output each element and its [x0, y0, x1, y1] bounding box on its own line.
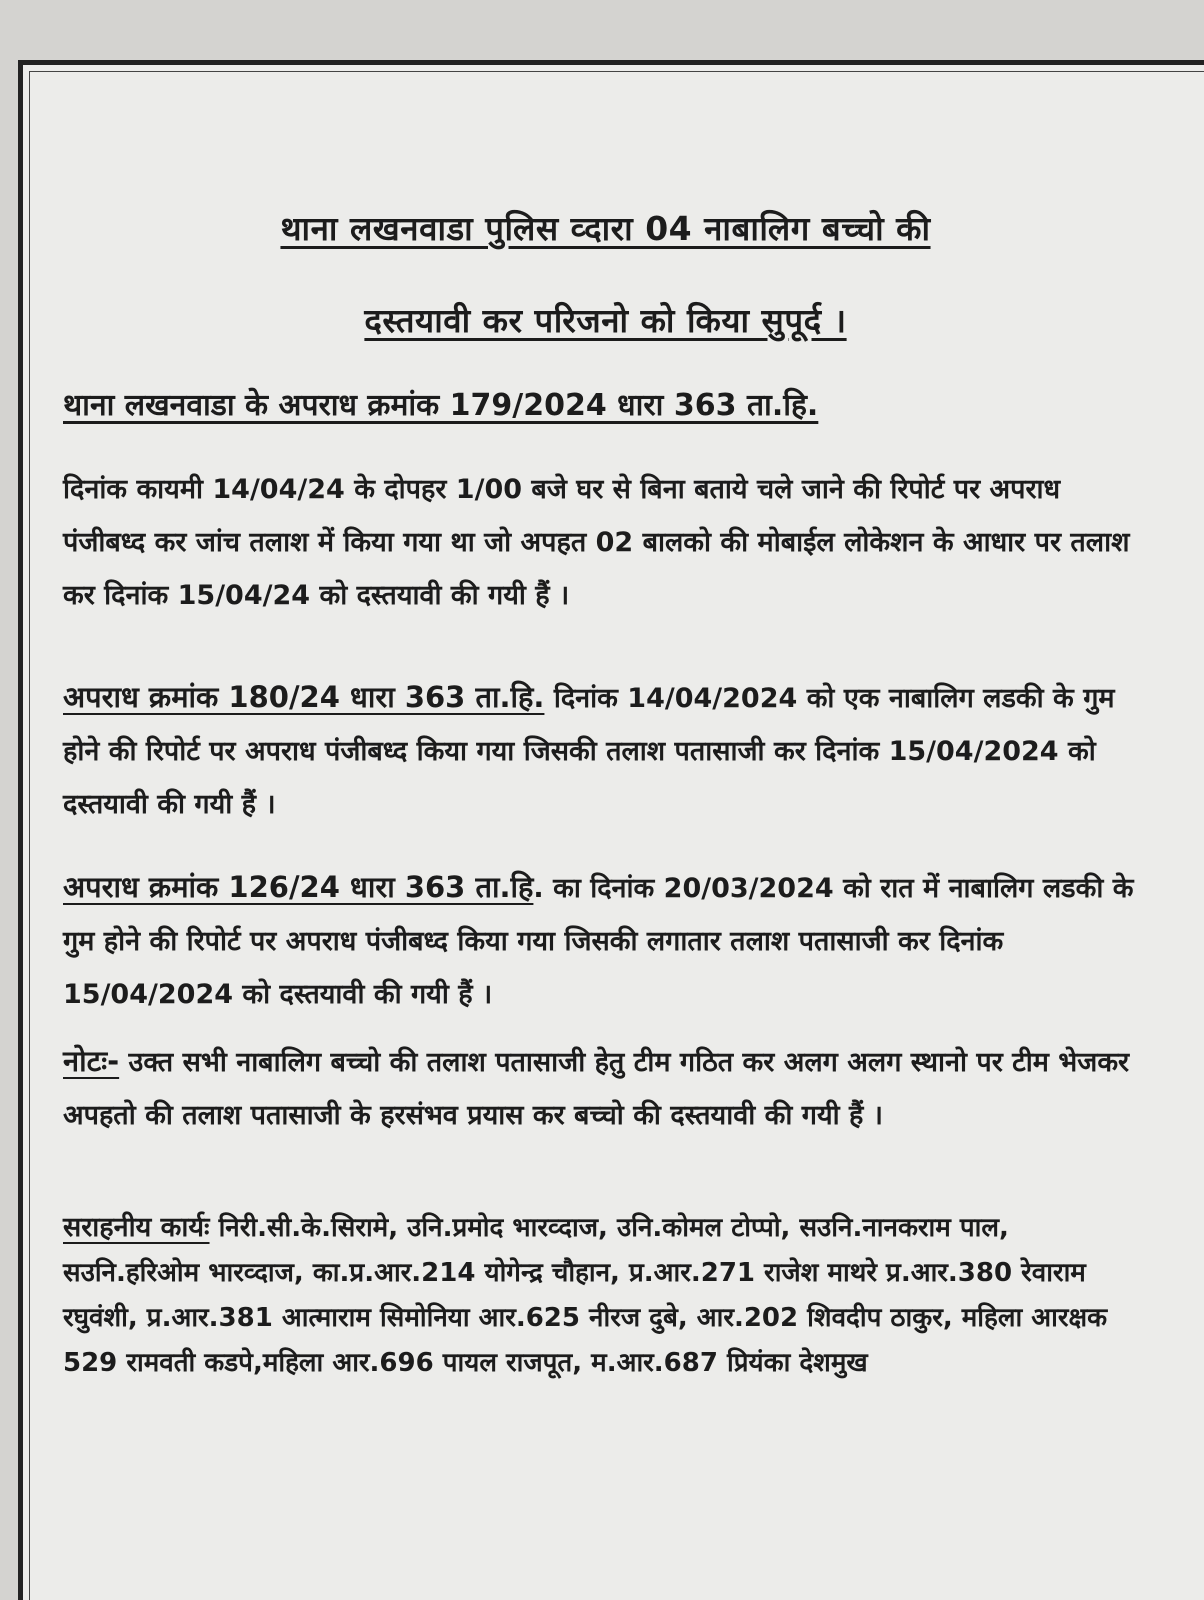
case-126-paragraph: [63, 861, 1143, 1021]
case-126-heading: अपराध क्रमांक 126/24 धारा 363 ता.हि: [63, 870, 534, 904]
case-179-heading: थाना लखनवाडा के अपराध क्रमांक 179/2024 धारा 363 ता.हि.: [63, 388, 819, 423]
note-text: उक्त सभी नाबालिग बच्चो की तलाश पतासाजी हेतु टीम गठित कर अलग अलग स्थानो पर टीम भेजकर अपहतो की तलाश पतासाजी के हरसंभव प्रयास कर बच्चो की दस्तयावी की गयी हैं ।: [63, 1047, 1130, 1131]
case-180-text: दिनांक 14/04/2024 को एक नाबालिग लडकी के गुम होने की रिपोर्ट पर अपराध पंजीबध्द किया गया जिसकी तलाश पतासाजी कर दिनांक 15/04/2024 को दस्तयावी की गयी हैं ।: [63, 683, 1115, 820]
commendation-text: निरी.सी.के.सिरामे, उनि.प्रमोद भारव्दाज, उनि.कोमल टोप्पो, सउनि.नानकराम पाल, सउनि.हरिओम भारव्दाज, का.प्र.आर.214 योगेन्द्र चौहान, प्र.आर.271 राजेश माथरे प्र.आर.380 रेवाराम रघुवंशी, प्र.आर.381 आत्माराम सिमोनिया आर.625 नीरज दुबे, आर.202 शिवदीप ठाकुर, महिला आरक्षक 529 रामवती कडपे,महिला आर.696 पायल राजपूत, म.आर.687 प्रियंका देशमुख: [63, 1213, 1108, 1378]
note-label: नोटः-: [63, 1044, 120, 1078]
document-title-line-2: दस्तयावी कर परिजनो को किया सुपूर्द ।: [364, 301, 847, 340]
document-title-line-1: थाना लखनवाडा पुलिस व्दारा 04 नाबालिग बच्चो की: [280, 209, 931, 248]
case-180-heading: अपराध क्रमांक 180/24 धारा 363 ता.हि.: [63, 680, 545, 714]
document-sheet: [18, 60, 1204, 1600]
case-126-text: . का दिनांक 20/03/2024 को रात में नाबालिग लडकी के गुम होने की रिपोर्ट पर अपराध पंजीबध्द किया गया जिसकी लगातार तलाश पतासाजी कर दिनांक 15/04/2024 को दस्तयावी की गयी हैं ।: [63, 873, 1134, 1010]
note-paragraph: [63, 1035, 1143, 1142]
commendation-paragraph: [63, 1205, 1143, 1386]
case-180-paragraph: [63, 671, 1143, 831]
case-179-paragraph: दिनांक कायमी 14/04/24 के दोपहर 1/00 बजे घर से बिना बताये चले जाने की रिपोर्ट पर अपराध पंजीबध्द कर जांच तलाश में किया गया था जो अपहत 02 बालको की मोबाईल लोकेशन के आधार पर तलाश कर दिनांक 15/04/24 को दस्तयावी की गयी हैं ।: [63, 474, 1130, 611]
commendation-label: सराहनीय कार्यः: [63, 1212, 210, 1243]
